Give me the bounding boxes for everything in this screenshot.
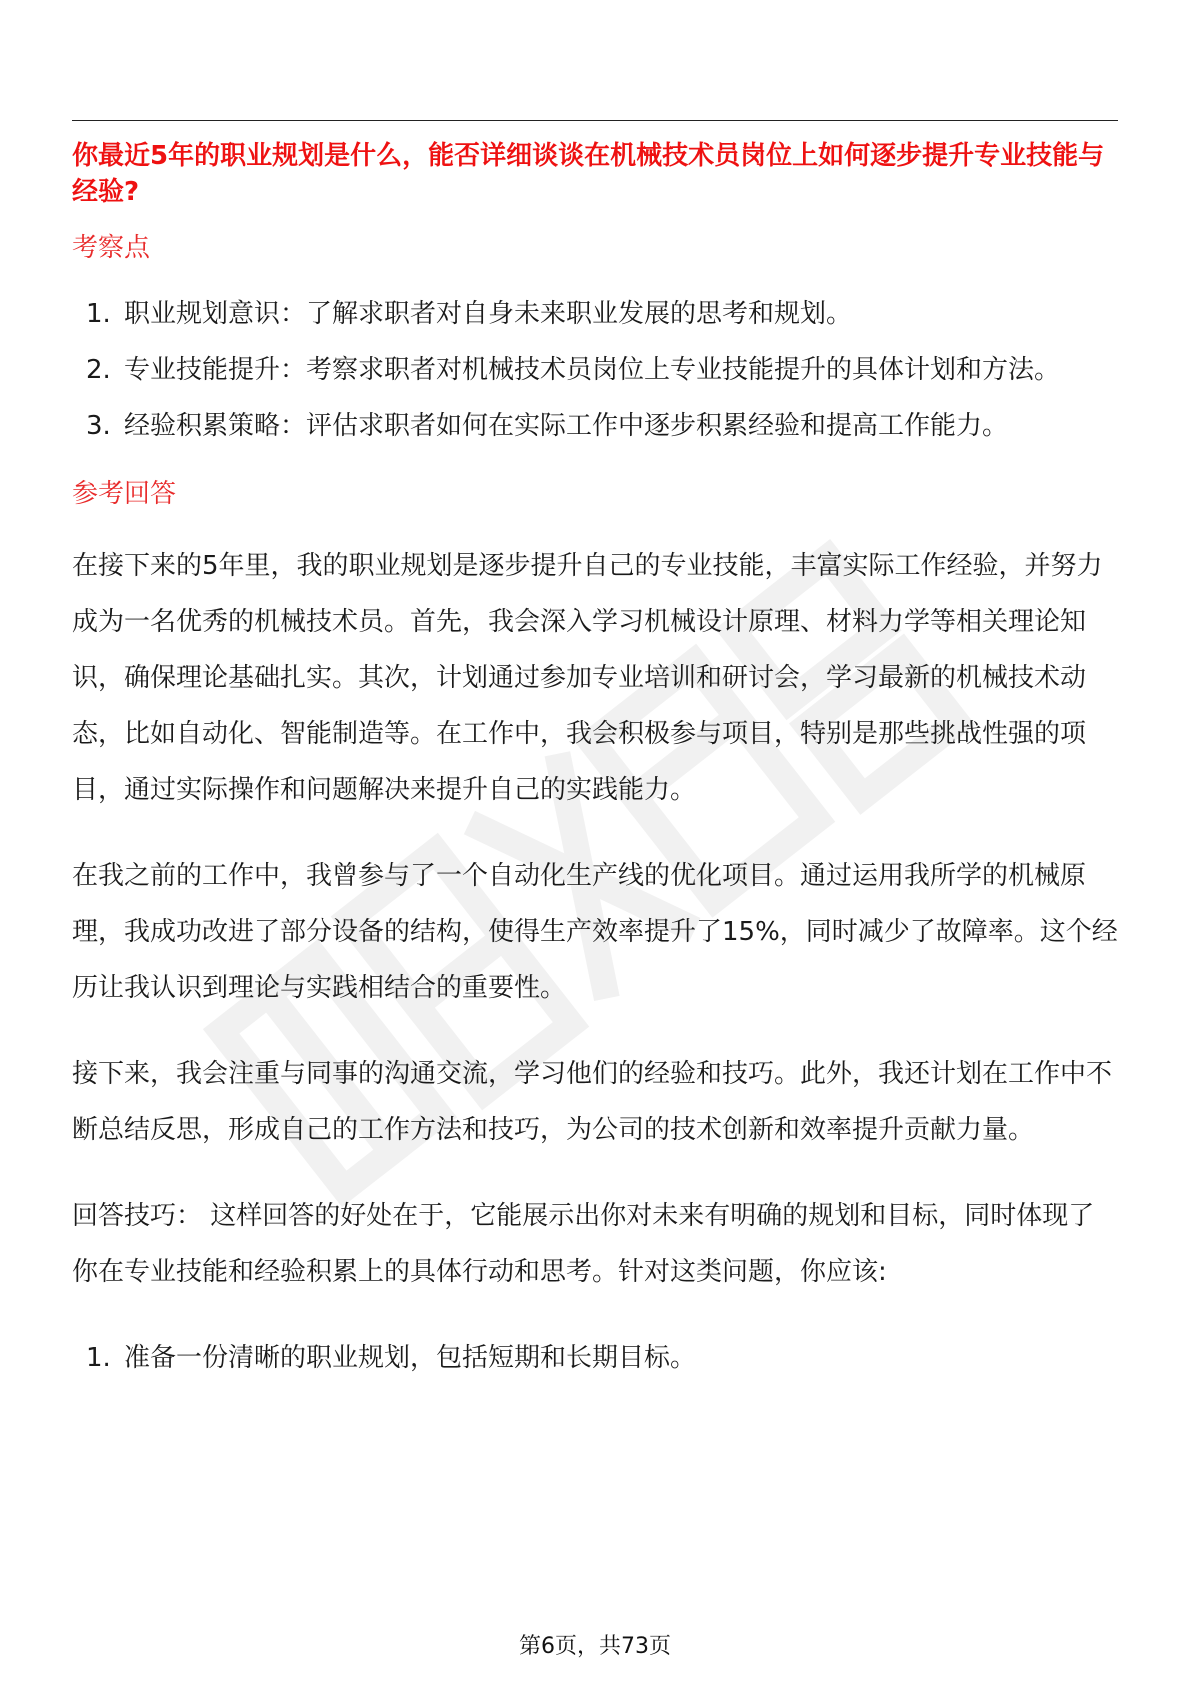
list-item-number: 2. — [86, 355, 111, 385]
page-number-footer: 第6页，共73页 — [519, 1634, 671, 1659]
reference-paragraph: 接下来，我会注重与同事的沟通交流，学习他们的经验和技巧。此外，我还计划在工作中不断总结反思，形成自己的工作方法和技巧，为公司的技术创新和效率提升贡献力量。 — [72, 1059, 1113, 1145]
list-item-number: 3. — [86, 411, 111, 441]
list-item-number: 1. — [86, 1343, 111, 1373]
list-item-text: 专业技能提升：考察求职者对机械技术员岗位上专业技能提升的具体计划和方法。 — [124, 355, 1061, 385]
examine-section-title: 考察点 — [72, 233, 151, 263]
reference-paragraph: 在接下来的5年里，我的职业规划是逐步提升自己的专业技能，丰富实际工作经验，并努力成为一名优秀的机械技术员。首先，我会深入学习机械设计原理、材料力学等相关理论知识，确保理论基础扎实。其次，计划通过参加专业培训和研讨会，学习最新的机械技术动态，比如自动化、智能制造等。在工作中，我会积极参与项目，特别是那些挑战性强的项目，通过实际操作和问题解决来提升自己的实践能力。 — [72, 551, 1103, 805]
question-heading: 你最近5年的职业规划是什么，能否详细谈谈在机械技术员岗位上如何逐步提升专业技能与经验? — [72, 141, 1105, 207]
list-item-text: 准备一份清晰的职业规划，包括短期和长期目标。 — [124, 1343, 697, 1373]
list-item-number: 1. — [86, 299, 111, 329]
list-item-text: 经验积累策略：评估求职者如何在实际工作中逐步积累经验和提高工作能力。 — [124, 411, 1009, 441]
list-item — [72, 1330, 1118, 1386]
list-item — [72, 398, 1118, 454]
reference-section-title: 参考回答 — [72, 479, 177, 509]
answer-tips-paragraph: 回答技巧： 这样回答的好处在于，它能展示出你对未来有明确的规划和目标，同时体现了你在专业技能和经验积累上的具体行动和思考。针对这类问题，你应该: — [72, 1201, 1095, 1287]
top-divider — [72, 120, 1118, 121]
tips-list — [72, 1330, 1118, 1386]
list-item-text: 职业规划意识：了解求职者对自身未来职业发展的思考和规划。 — [124, 299, 853, 329]
reference-paragraph: 在我之前的工作中，我曾参与了一个自动化生产线的优化项目。通过运用我所学的机械原理，我成功改进了部分设备的结构，使得生产效率提升了15%，同时减少了故障率。这个经历让我认识到理论与实践相结合的重要性。 — [72, 861, 1118, 1003]
list-item — [72, 286, 1118, 342]
examine-points-list — [72, 286, 1118, 454]
main-content — [72, 138, 1118, 1408]
list-item — [72, 342, 1118, 398]
